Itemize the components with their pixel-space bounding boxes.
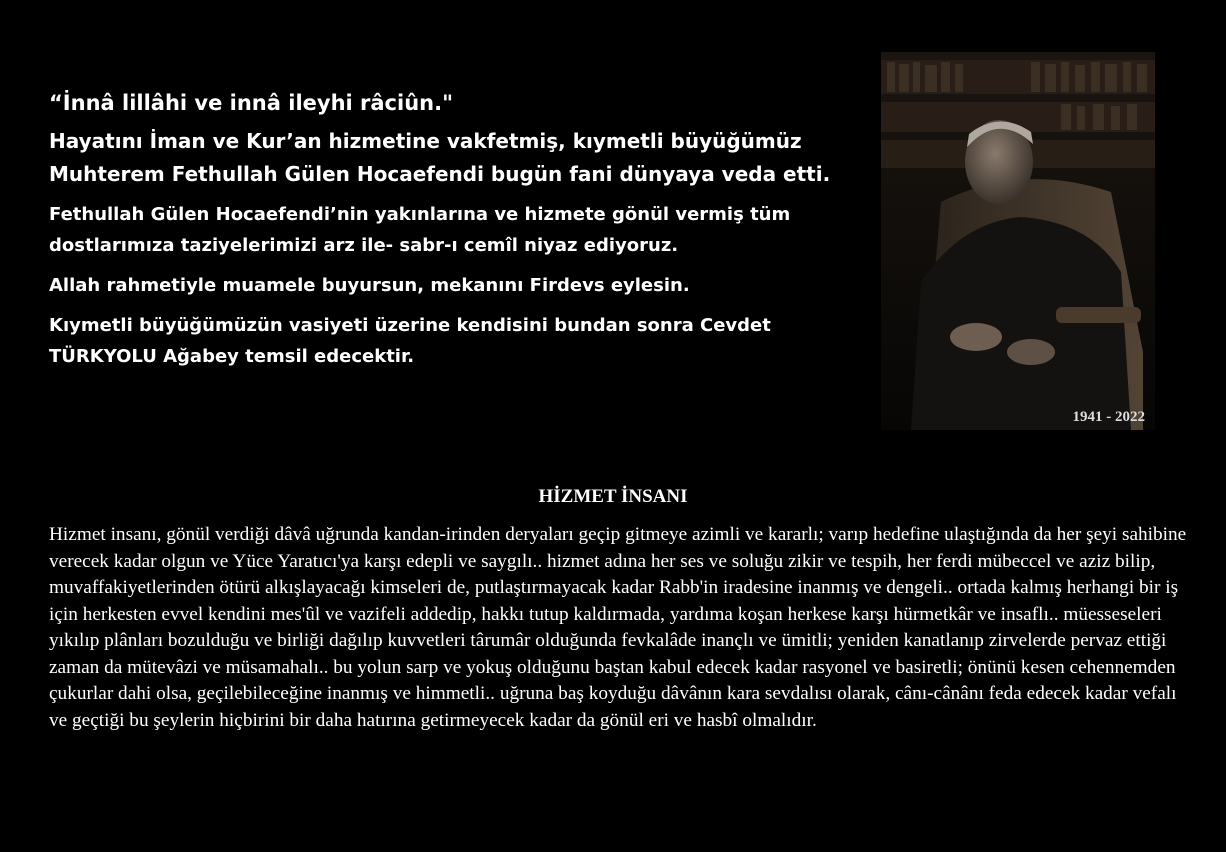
successor-line-1: Kıymetli büyüğümüzün vasiyeti üzerine kendisini bundan sonra Cevdet (49, 315, 771, 336)
article-title: HİZMET İNSANI (538, 486, 688, 507)
quote-line: “İnnâ lillâhi ve innâ ileyhi râciûn." (49, 91, 454, 115)
article-body: Hizmet insanı, gönül verdiği dâvâ uğrunda kandan-irinden deryaları geçip gitmeye azimli ve kararlı; varıp hedefine ulaştığında da her şeyi sahibine verecek kadar olgun ve Yüce Yaratıcı'ya karşı edepli ve saygılı.. hizmet adına her ses ve soluğu zikir ve tespih, her ferdi mübeccel ve aziz bilip, muvaffakiyetlerinden ötürü alkışlayacağı kimseleri de, putlaştırmayacak kadar Rabb'in iradesine inanmış ve dengeli.. ortada kalmış herhangi bir iş için herkesten evvel kendini mes'ûl ve vazifeli addedip, hakkı tutup kaldırmada, yardıma koşan herkese karşı hürmetkâr ve insaflı.. müesseseleri yıkılıp plânları bozulduğu ve birliği dağılıp kuvvetleri târumâr olduğunda fevkalâde inançlı ve ümitli; yeniden kanatlanıp zirvelerde pervaz ettiği zaman da mütevâzi ve müsamahalı.. bu yolun sarp ve yokuş olduğunu baştan kabul edecek kadar rasyonel ve basiretli; önünü kesen cehennemden çukurlar dahi olsa, geçilebileceğine inanmış ve himmetli.. uğruna baş koyduğu dâvânın kara sevdalısı olarak, cânı-cânânı feda edecek kadar vefalı ve geçtiği bu şeylerin hiçbirini bir daha hatırına getirmeyecek kadar da gönül eri ve hasbî olmalıdır. (49, 524, 1187, 731)
condolence-line-2: dostlarımıza taziyelerimizi arz ile- sabr-ı cemîl niyaz ediyoruz. (49, 235, 679, 256)
successor-paragraph (49, 310, 849, 372)
announcement (49, 88, 849, 381)
condolence-line-1: Fethullah Gülen Hocaefendi’nin yakınlarına ve hizmete gönül vermiş tüm (49, 204, 791, 225)
prayer-paragraph: Allah rahmetiyle muamele buyursun, mekanını Firdevs eylesin. (49, 275, 690, 296)
lead-paragraph (49, 125, 849, 191)
lead-line-1: Hayatını İman ve Kur’an hizmetine vakfetmiş, kıymetli büyüğümüz (49, 129, 802, 153)
successor-line-2: TÜRKYOLU Ağabey temsil edecektir. (49, 346, 415, 367)
lead-line-2: Muhterem Fethullah Gülen Hocaefendi bugün fani dünyaya veda etti. (49, 162, 831, 186)
portrait-image (881, 52, 1155, 430)
life-years-caption: 1941 - 2022 (1072, 409, 1145, 425)
portrait-photo (881, 52, 1155, 430)
condolence-paragraph (49, 199, 849, 261)
